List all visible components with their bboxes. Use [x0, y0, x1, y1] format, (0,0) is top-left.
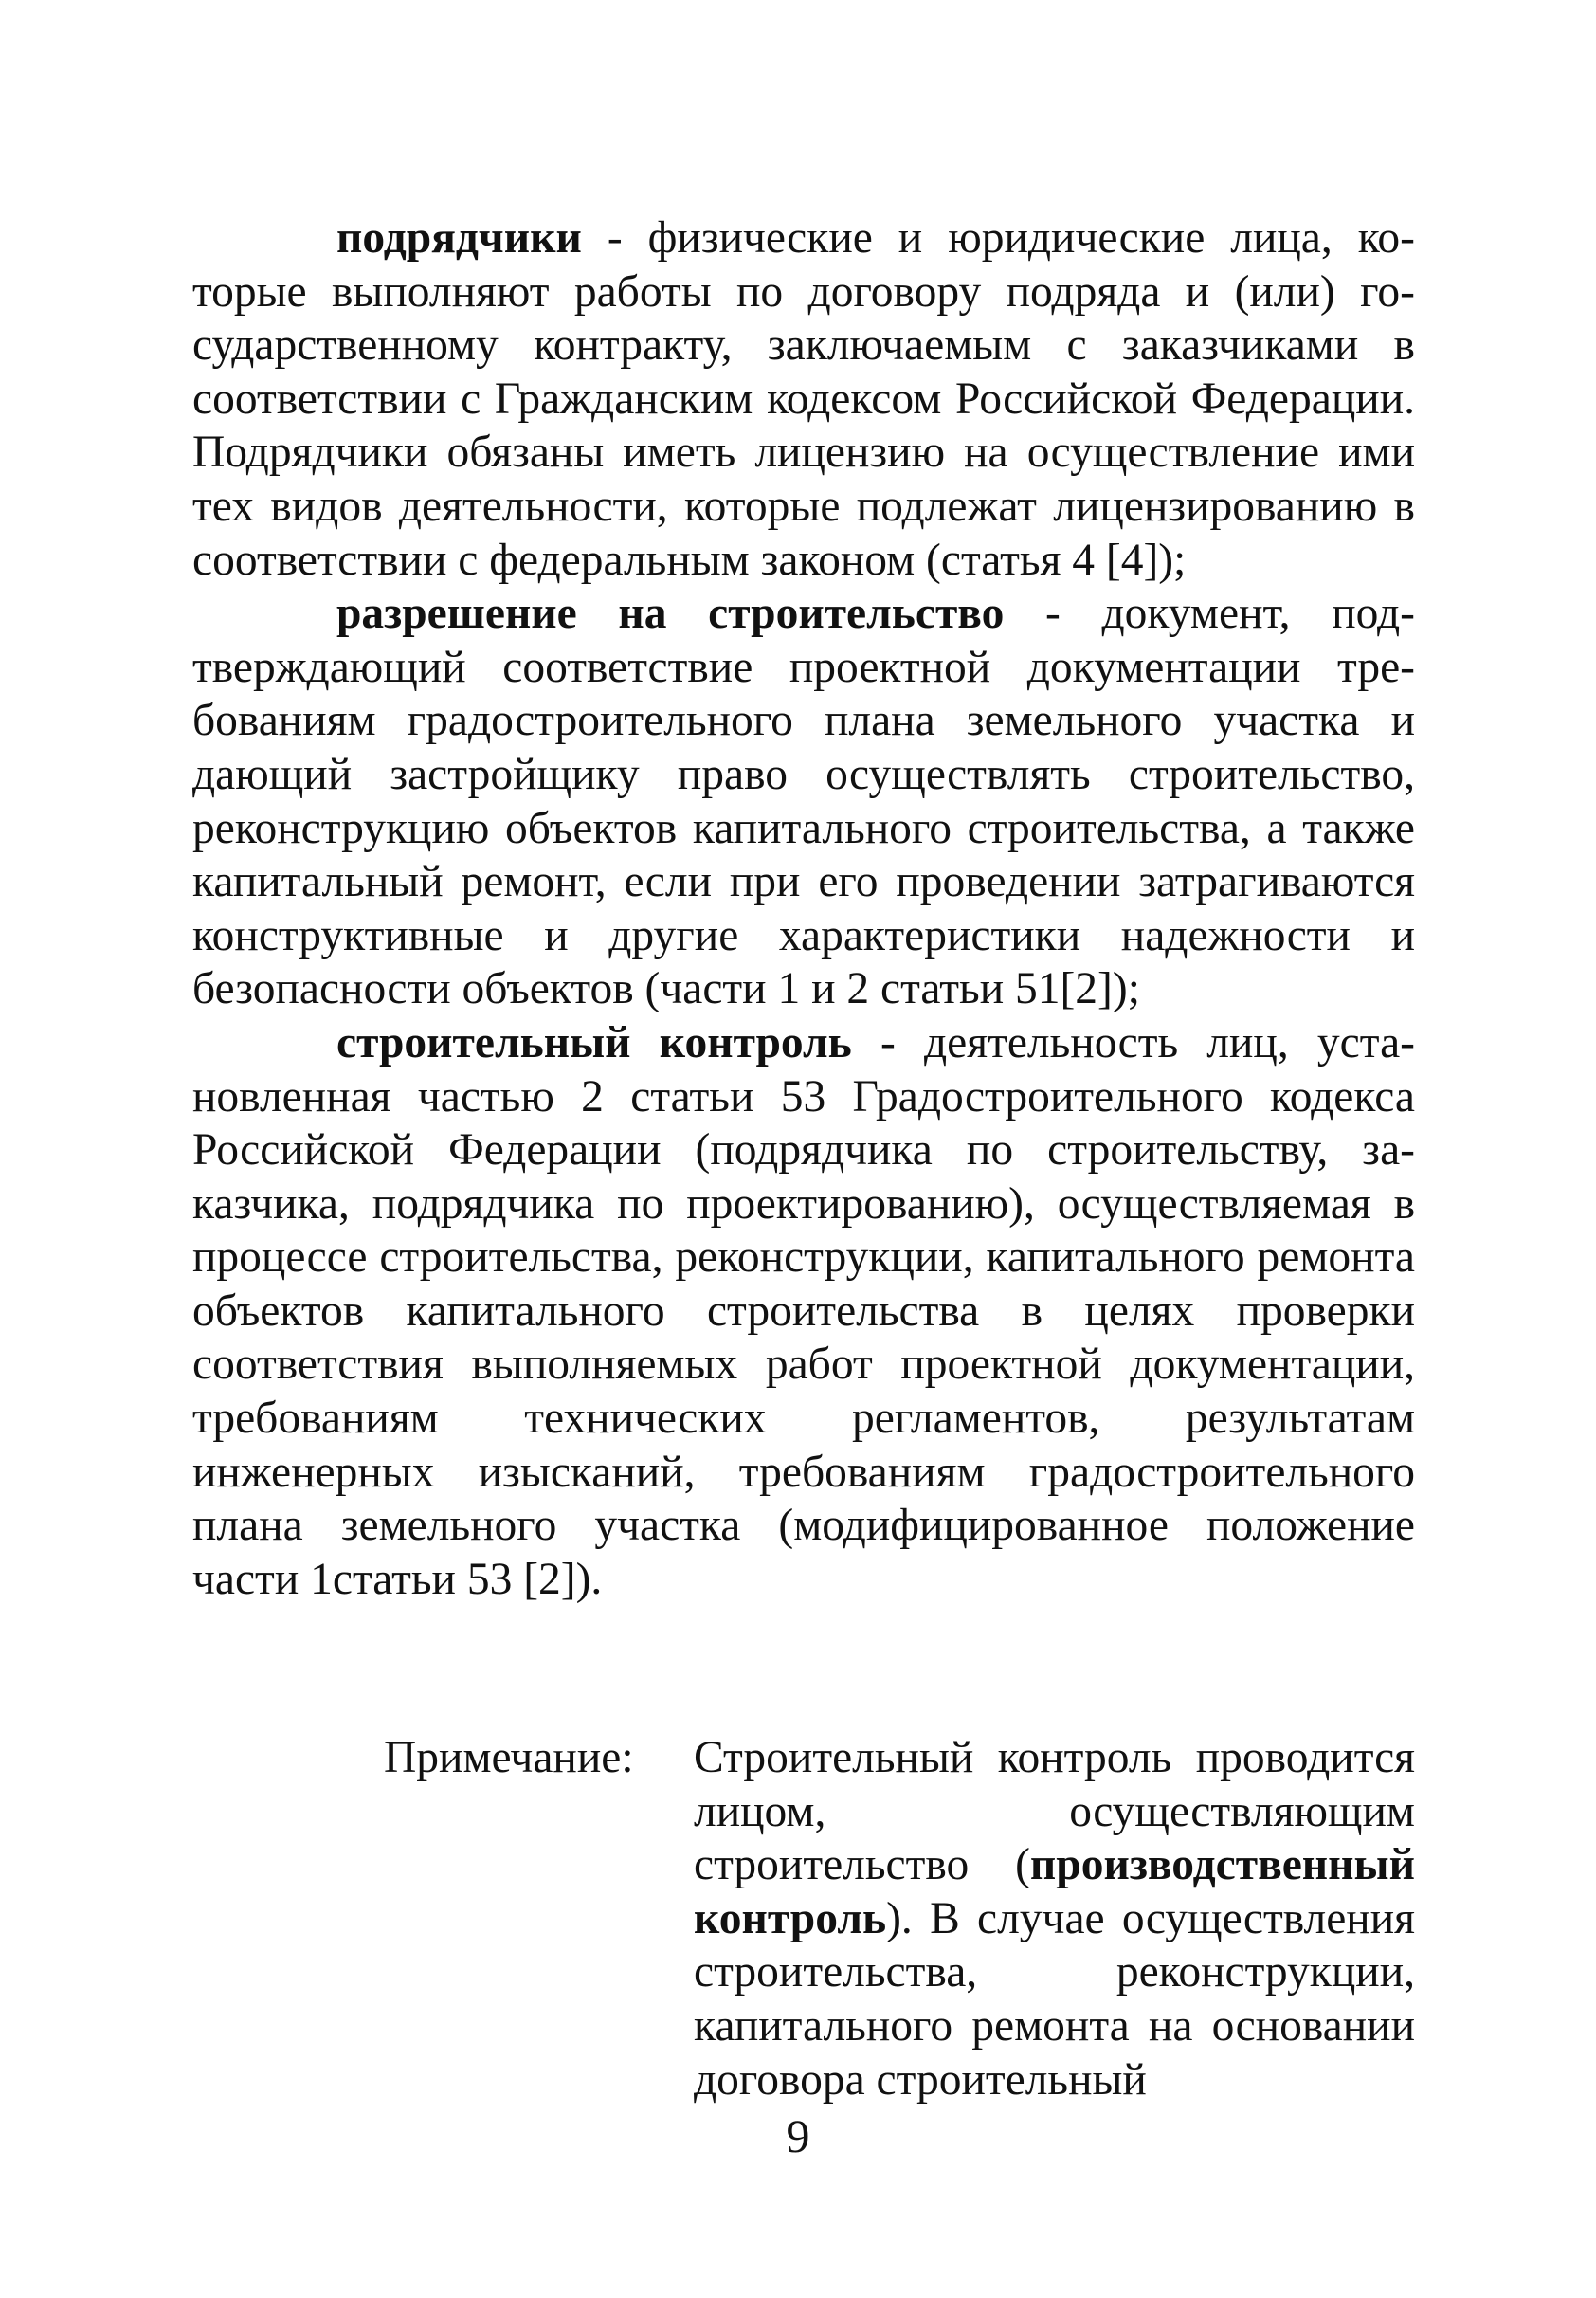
- note-text-part: Строительный контроль проводится лицом, осуществляющим строительство (: [694, 1733, 1415, 1890]
- note-bold-term: производственный контроль: [694, 1840, 1415, 1943]
- definition-paragraph: [192, 1016, 1415, 1607]
- definition-text: - документ, подтверждающий соответствие проектной документации требованиям градостроительного плана земельного участка и дающий застройщику право осуществлять строительство, реконструкцию объектов капитального строительства, а также капитальный ремонт, если при его проведении затрагиваются конструктивные и другие характеристики надежности и безопасности объектов (части 1 и 2 статьи 51[2]);: [192, 589, 1415, 1014]
- definition-term: строительный контроль: [336, 1017, 852, 1067]
- definition-text: - деятельность лиц, установленная частью 2 статьи 53 Градостроительного кодекса Российской Федерации (подрядчика по строительству, заказчика, подрядчика по проектированию), осуществляемая в процессе строительства, реконструкции, капитального ремонта объектов капитального строительства в целях проверки соответствия выполняемых работ проектной документации, требованиям технических регламентов, результатам инженерных изысканий, требованиям градостроительного плана земельного участка (модифицированное положение части 1статьи 53 [2]).: [192, 1017, 1415, 1604]
- note-label: Примечание:: [384, 1733, 634, 1782]
- note-text-part: ). В случае осуществления строительства, реконструкции, капитального ремонта на основании договора строительный: [694, 1893, 1415, 2105]
- definition-term: подрядчики: [336, 213, 582, 263]
- definition-paragraph: [192, 211, 1415, 587]
- definition-text: - физические и юридические лица, которые выполняют работы по договору подряда и (или) государственному контракту, заключаемым с заказчиками в соответствии с Гражданским кодексом Российской Федерации. Подрядчики обязаны иметь лицензию на осуществление ими тех видов деятельности, которые подлежат лицензированию в соответствии с федеральным законом (статья 4 [4]);: [192, 213, 1415, 585]
- note-text: [694, 1731, 1415, 2106]
- page-number: 9: [786, 2109, 810, 2162]
- definition-term: разрешение на строительство: [336, 589, 1005, 639]
- definition-paragraph: [192, 587, 1415, 1016]
- definitions-section: [192, 211, 1415, 1606]
